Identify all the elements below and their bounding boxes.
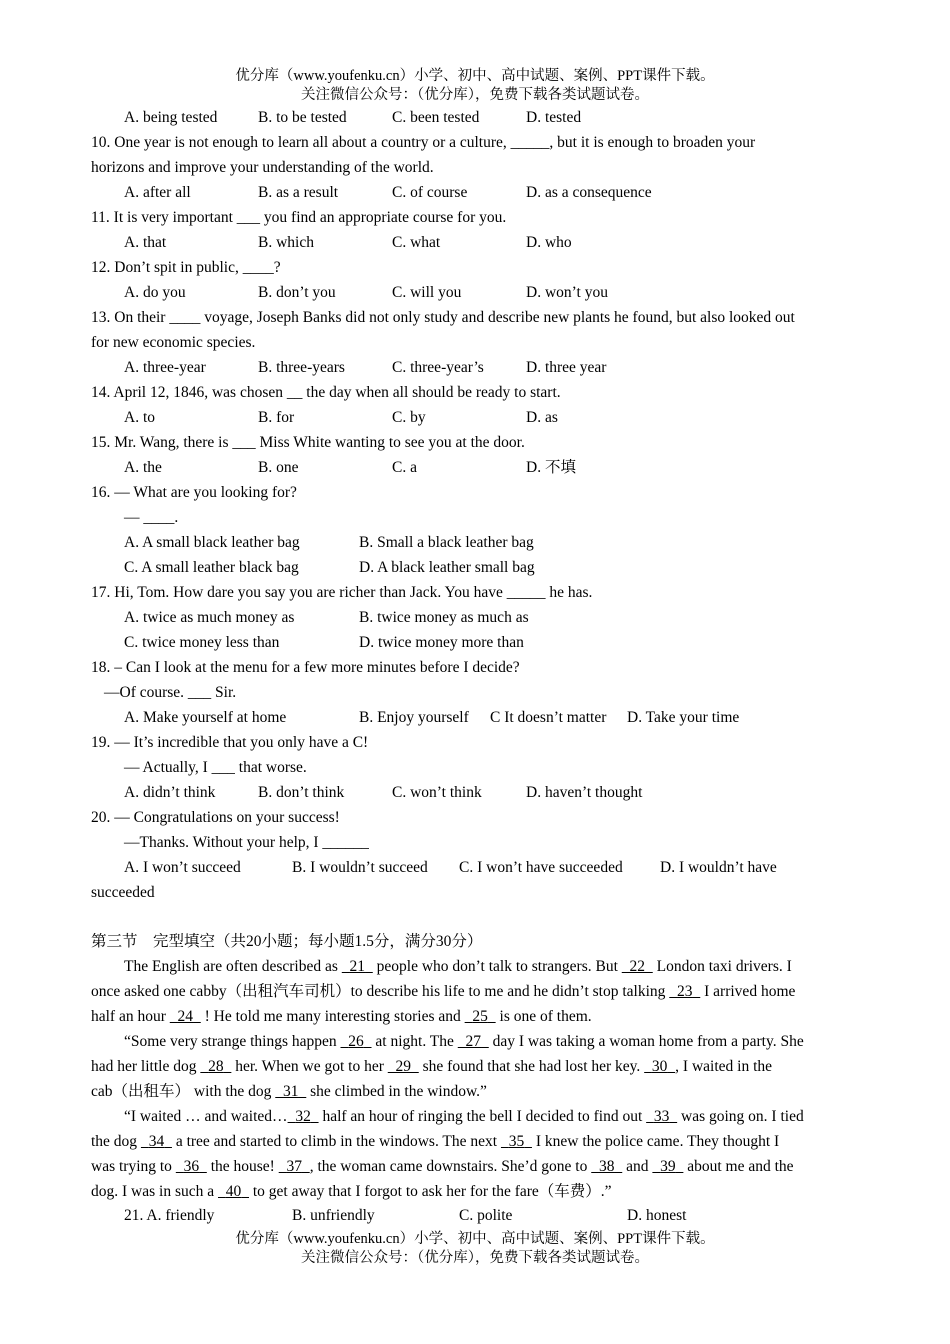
blank-33: 33 [653,1108,670,1125]
blank-31: 31 [283,1083,299,1100]
passage-line-6: cab（出租车） with the dog 31 she climbed in the window.” [91,1083,487,1100]
blank-30: 30 [651,1058,668,1075]
q17-stem: 17. Hi, Tom. How dare you say you are richer than Jack. You have _____ he has. [91,584,593,601]
q11-stem: 11. It is very important ___ you find an appropriate course for you. [91,209,507,226]
option-d: D. haven’t thought [526,784,643,801]
q13-stem-line-2: for new economic species. [91,334,256,351]
q20-reply: —Thanks. Without your help, I ______ [124,834,369,851]
blank-34: 34 [148,1133,165,1150]
q18-reply: —Of course. ___ Sir. [104,684,237,701]
option-b: B. I wouldn’t succeed [292,859,428,876]
option-c: C. three-year’s [392,359,484,376]
option-a: A. Make yourself at home [124,709,287,726]
blank-26: 26 [348,1033,364,1050]
option-b: B. which [258,234,314,251]
option-d: D. as [526,409,558,426]
option-d: D. tested [526,109,582,126]
option-d: D. honest [627,1207,687,1224]
passage-line-8: the dog 34 a tree and started to climb in the windows. The next 35 I knew the police came. They thought I [91,1133,780,1150]
blank-25: 25 [472,1008,488,1025]
passage-line-5: had her little dog 28 her. When we got to her 29 she found that she had lost her key. 30 , I waited in the [91,1058,773,1075]
q16-stem: 16. — What are you looking for? [91,484,297,501]
option-a: A. didn’t think [124,784,216,801]
blank-29: 29 [395,1058,411,1075]
passage-line-1: The English are often described as 21 people who don’t talk to strangers. But 22 London taxi drivers. I [124,958,792,975]
option-b: B. Enjoy yourself [359,709,469,726]
passage-line-4: “Some very strange things happen 26 at night. The 27 day I was taking a woman home from a party. She [124,1033,804,1050]
option-b: B. unfriendly [292,1207,375,1224]
blank-28: 28 [208,1058,224,1075]
option-d: D. 不填 [526,459,576,476]
blank-37: 37 [286,1158,302,1175]
option-b: B. three-years [258,359,345,376]
q13-stem-line-1: 13. On their ____ voyage, Joseph Banks did not only study and describe new plants he found, but also looked out [91,309,795,326]
q20-option-d-continued: succeeded [91,884,155,901]
option-b: B. twice money as much as [359,609,529,626]
blank-21: 21 [349,958,366,975]
header-line-1: 优分库（www.youfenku.cn）小学、初中、高中试题、案例、PPT课件下载。 [235,68,715,84]
footer-line-1: 优分库（www.youfenku.cn）小学、初中、高中试题、案例、PPT课件下载。 [235,1231,715,1247]
header-line-2: 关注微信公众号：（优分库），免费下载各类试题试卷。 [301,87,649,103]
passage-line-2: once asked one cabby（出租汽车司机）to describe his life to me and he didn’t stop talking 23 I arrived home [91,983,796,1000]
option-b: B. to be tested [258,109,347,126]
option-c: C. by [392,409,426,426]
option-b: B. Small a black leather bag [359,534,534,551]
option-c: C. been tested [392,109,480,126]
q20-stem: 20. — Congratulations on your success! [91,809,340,826]
q10-stem-line-1: 10. One year is not enough to learn all about a country or a culture, _____, but it is enough to broaden your [91,134,756,151]
option-d: D. as a consequence [526,184,652,201]
option-a: A. three-year [124,359,206,376]
blank-27: 27 [465,1033,482,1050]
option-a: A. being tested [124,109,218,126]
option-c: C. won’t think [392,784,482,801]
option-b: B. for [258,409,295,426]
q15-stem: 15. Mr. Wang, there is ___ Miss White wanting to see you at the door. [91,434,525,451]
passage-line-10: dog. I was in such a 40 to get away that I forgot to ask her for the fare（车费）.” [91,1183,612,1200]
blank-39: 39 [660,1158,676,1175]
option-d: D. twice money more than [359,634,524,651]
option-c: C. a [392,459,417,476]
option-a: A. do you [124,284,186,301]
option-a: A. I won’t succeed [124,859,241,876]
option-d: D. I wouldn’t have [660,859,777,876]
blank-36: 36 [183,1158,200,1175]
passage-line-3: half an hour 24 ! He told me many interesting stories and 25 is one of them. [91,1008,592,1025]
q16-reply: — ____. [124,509,179,526]
q10-stem-line-2: horizons and improve your understanding of the world. [91,159,434,176]
q19-stem: 19. — It’s incredible that you only have a C! [91,734,369,751]
q18-stem: 18. – Can I look at the menu for a few more minutes before I decide? [91,659,520,676]
option-b: B. as a result [258,184,339,201]
option-d: D. won’t you [526,284,608,301]
passage-line-9: was trying to 36 the house! 37 , the woman came downstairs. She’d gone to 38 and 39 about me and the [91,1158,794,1175]
option-d: D. three year [526,359,607,376]
option-d: D. who [526,234,572,251]
option-a: A. to [124,409,155,426]
footer-line-2: 关注微信公众号：（优分库），免费下载各类试题试卷。 [301,1250,649,1266]
passage-line-7: “I waited … and waited… 32 half an hour of ringing the bell I decided to find out 33 was going on. I tied [124,1108,804,1125]
blank-38: 38 [598,1158,615,1175]
option-a: A. twice as much money as [124,609,295,626]
option-d: D. A black leather small bag [359,559,535,576]
q12-stem: 12. Don’t spit in public, ____? [91,259,281,276]
option-c: C. twice money less than [124,634,280,651]
option-c: C. A small leather black bag [124,559,299,576]
option-c: C. of course [392,184,468,201]
option-b: B. don’t you [258,284,336,301]
blank-40: 40 [225,1183,242,1200]
option-c: C It doesn’t matter [490,709,607,726]
option-b: B. one [258,459,299,476]
option-a: 21. A. friendly [124,1207,215,1224]
option-a: A. after all [124,184,191,201]
option-a: A. the [124,459,162,476]
blank-32: 32 [295,1108,311,1125]
section-3-title: 第三节 完型填空（共20小题；每小题1.5分，满分30分） [91,933,483,950]
blank-23: 23 [677,983,693,1000]
blank-24: 24 [177,1008,194,1025]
blank-35: 35 [508,1133,525,1150]
q19-reply: — Actually, I ___ that worse. [124,759,307,776]
option-d: D. Take your time [627,709,740,726]
option-c: C. I won’t have succeeded [459,859,623,876]
option-a: A. that [124,234,167,251]
option-c: C. will you [392,284,462,301]
option-a: A. A small black leather bag [124,534,300,551]
option-b: B. don’t think [258,784,345,801]
blank-22: 22 [629,958,645,975]
option-c: C. what [392,234,441,251]
option-c: C. polite [459,1207,513,1224]
q14-stem: 14. April 12, 1846, was chosen __ the day when all should be ready to start. [91,384,561,401]
